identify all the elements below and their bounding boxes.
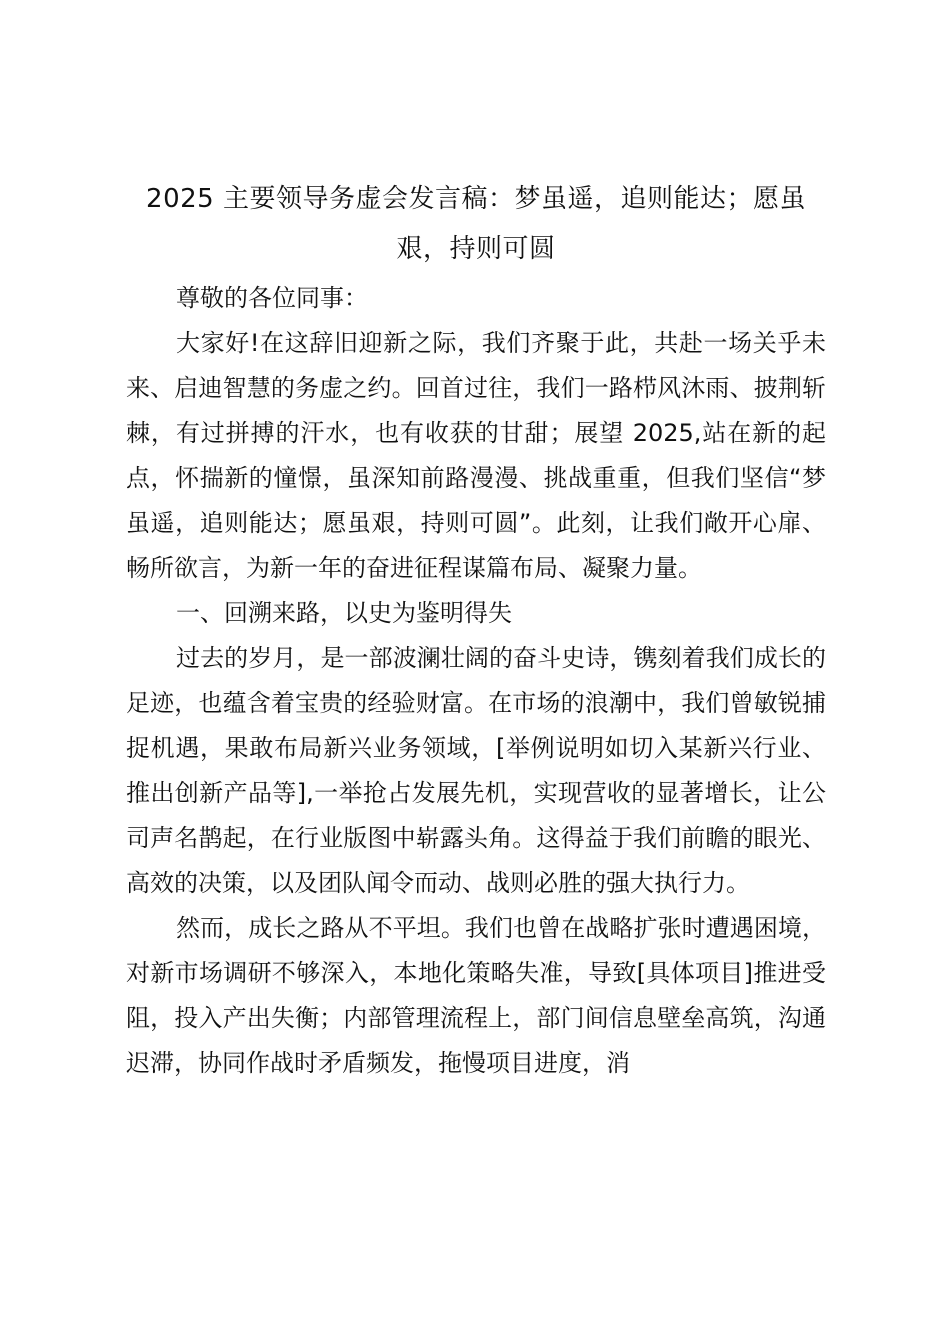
greeting: 尊敬的各位同事： [176, 284, 368, 312]
section-paragraph: 过去的岁月，是一部波澜壮阔的奋斗史诗，镌刻着我们成长的足迹，也蕴含着宝贵的经验财富。在市场的浪潮中，我们曾敏锐捕捉机遇，果敢布局新兴业务领域，[举例说明如切入某新兴行业、推出创新产品等],一举抢占发展先机，实现营收的显著增长，让公司声名鹊起，在行业版图中崭露头角。这得益于我们前瞻的眼光、高效的决策，以及团队闻令而动、战则必胜的强大执行力。 [126, 644, 826, 897]
document-title: 2025 主要领导务虚会发言稿：梦虽遥，追则能达；愿虽艰，持则可圆 [146, 184, 806, 264]
document-body [126, 174, 826, 1086]
section-paragraph: 然而，成长之路从不平坦。我们也曾在战略扩张时遭遇困境，对新市场调研不够深入，本地化策略失准，导致[具体项目]推进受阻，投入产出失衡；内部管理流程上，部门间信息壁垒高筑，沟通迟滞，协同作战时矛盾频发，拖慢项目进度，消 [126, 914, 826, 1077]
opening-paragraph: 大家好!在这辞旧迎新之际，我们齐聚于此，共赴一场关乎未来、启迪智慧的务虚之约。回首过往，我们一路栉风沐雨、披荆斩棘，有过拼搏的汗水，也有收获的甘甜；展望 2025,站在新的起点，怀揣新的憧憬，虽深知前路漫漫、挑战重重，但我们坚信“梦虽遥，追则能达；愿虽艰，持则可圆”。此刻，让我们敞开心扉、畅所欲言，为新一年的奋进征程谋篇布局、凝聚力量。 [126, 329, 826, 582]
section-heading: 一、回溯来路，以史为鉴明得失 [176, 599, 512, 627]
